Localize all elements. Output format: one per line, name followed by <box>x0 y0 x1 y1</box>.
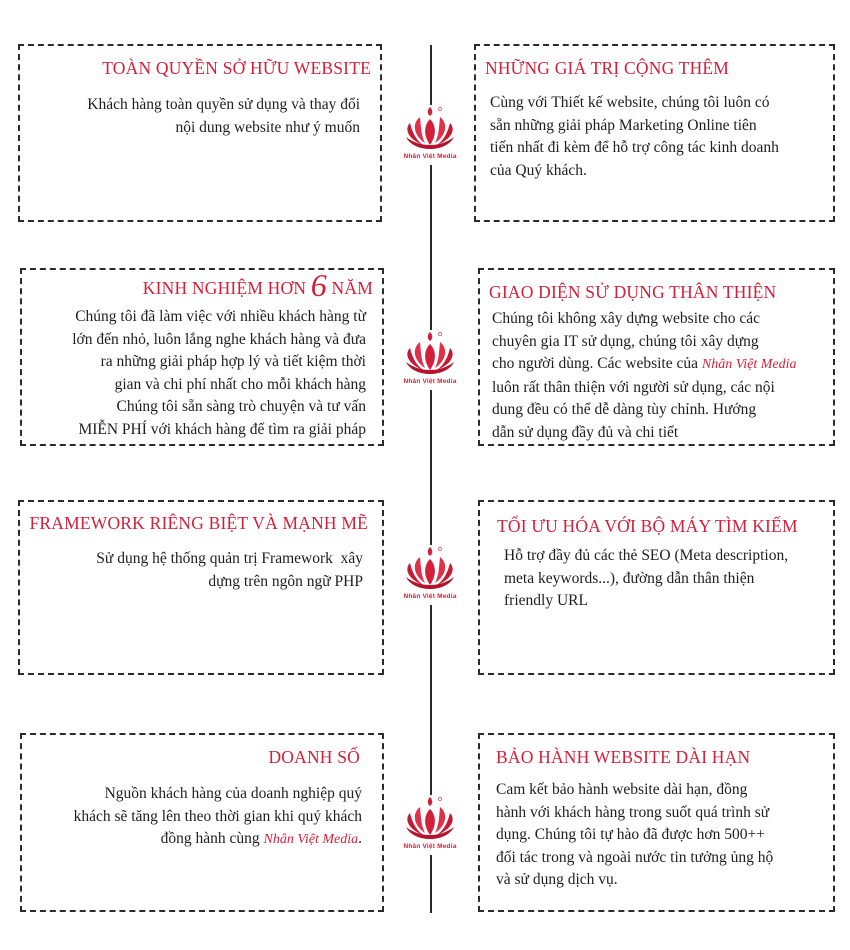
card-line: gian và chi phí nhất cho mỗi khách hàng <box>114 375 366 393</box>
logo-brand-text: Nhân Việt Media <box>403 843 457 850</box>
card-line: lớn đến nhỏ, luôn lắng nghe khách hàng và đưa <box>72 330 366 348</box>
card-title: TỐI ƯU HÓA VỚI BỘ MÁY TÌM KIẾM <box>497 516 798 536</box>
card-line: của Quý khách. <box>490 161 587 179</box>
card-line: ra những giải pháp hợp lý và tiết kiệm thời <box>100 353 366 370</box>
card-title <box>142 267 373 303</box>
title-suffix: NĂM <box>326 278 373 298</box>
title-prefix: KINH NGHIỆM HƠN <box>142 278 311 298</box>
card-line: Cam kết bảo hành website dài hạn, đồng <box>496 781 748 798</box>
lotus-logo-icon <box>398 105 462 165</box>
lotus-logo-icon <box>398 545 462 605</box>
brand-name: Nhân Việt Media <box>263 832 359 847</box>
card-warranty <box>478 733 835 912</box>
card-line: nội dung website như ý muốn <box>175 118 360 136</box>
card-line: Hỗ trợ đầy đủ các thẻ SEO (Meta description, <box>504 547 789 564</box>
timeline-line <box>430 45 432 913</box>
card-full-ownership <box>18 44 382 222</box>
card-text <box>490 92 830 182</box>
card-line: khách sẽ tăng lên theo thời gian khi quý khách <box>73 807 362 825</box>
card-text <box>504 545 839 613</box>
card-line: Chúng tôi sẵn sàng trò chuyện và tư vấn <box>116 398 366 415</box>
card-title: FRAMEWORK RIÊNG BIỆT VÀ MẠNH MẼ <box>29 513 368 533</box>
lotus-logo-icon <box>398 795 462 855</box>
card-line: Chúng tôi đã làm việc với nhiều khách hàng từ <box>75 308 366 325</box>
card-title: BẢO HÀNH WEBSITE DÀI HẠN <box>496 747 751 767</box>
card-line: luôn rất thân thiện với người sử dụng, các nội <box>492 378 775 396</box>
card-title: DOANH SỐ <box>268 747 360 767</box>
card-framework <box>18 500 384 675</box>
card-line: dẫn sử dụng đầy đủ và chi tiết <box>492 423 679 441</box>
card-experience <box>20 268 384 446</box>
card-line: đồng hành cùng <box>160 830 264 847</box>
card-line: Chúng tôi không xây dựng website cho các <box>492 310 760 327</box>
card-line-end: . <box>358 830 362 847</box>
years-number: 6 <box>310 267 327 303</box>
card-title: TOÀN QUYỀN SỞ HỮU WEBSITE <box>102 58 371 78</box>
card-line: sẵn những giải pháp Marketing Online tiên <box>490 116 757 134</box>
card-line: dựng trên ngôn ngữ PHP <box>208 572 363 590</box>
card-text <box>496 779 831 892</box>
card-revenue <box>20 733 384 912</box>
card-line: chuyên gia IT sử dụng, chúng tôi xây dựng <box>492 332 759 350</box>
card-line: và sử dụng dịch vụ. <box>496 871 618 888</box>
card-text <box>16 306 366 441</box>
card-line: friendly URL <box>504 592 588 609</box>
card-line: hành với khách hàng trong suốt quá trình sử <box>496 803 770 821</box>
card-title: NHỮNG GIÁ TRỊ CỘNG THÊM <box>485 58 730 78</box>
logo-brand-text: Nhân Việt Media <box>403 153 457 160</box>
card-line: Cùng với Thiết kế website, chúng tôi luôn có <box>490 94 770 111</box>
card-line: đối tác trong và ngoài nước tin tưởng ủng hộ <box>496 848 774 866</box>
lotus-logo-icon <box>398 330 462 390</box>
card-line: dụng. Chúng tôi tự hào đã được hơn 500++ <box>496 826 765 843</box>
card-added-values <box>474 44 835 222</box>
card-line: cho người dùng. Các website của <box>492 355 702 372</box>
card-title: GIAO DIỆN SỬ DỤNG THÂN THIỆN <box>489 282 777 302</box>
card-seo <box>478 500 835 675</box>
card-text <box>33 548 363 593</box>
logo-brand-text: Nhân Việt Media <box>403 378 457 385</box>
card-text <box>32 783 362 852</box>
card-friendly-ui <box>478 268 835 446</box>
card-line: Khách hàng toàn quyền sử dụng và thay đổi <box>87 96 360 113</box>
card-line: dung đều có thể dễ dàng tùy chỉnh. Hướng <box>492 401 757 418</box>
card-line: Sử dụng hệ thống quản trị Framework xây <box>96 550 363 567</box>
card-text <box>492 308 837 444</box>
logo-brand-text: Nhân Việt Media <box>403 593 457 600</box>
card-line: tiến nhất đi kèm để hỗ trợ công tác kinh doanh <box>490 139 779 156</box>
card-line: MIỄN PHÍ với khách hàng để tìm ra giải pháp <box>78 420 366 438</box>
card-text <box>30 94 360 139</box>
card-line: meta keywords...), đường dẫn thân thiện <box>504 569 755 587</box>
brand-name: Nhân Việt Media <box>701 357 797 372</box>
card-line: Nguồn khách hàng của doanh nghiệp quý <box>104 785 362 802</box>
